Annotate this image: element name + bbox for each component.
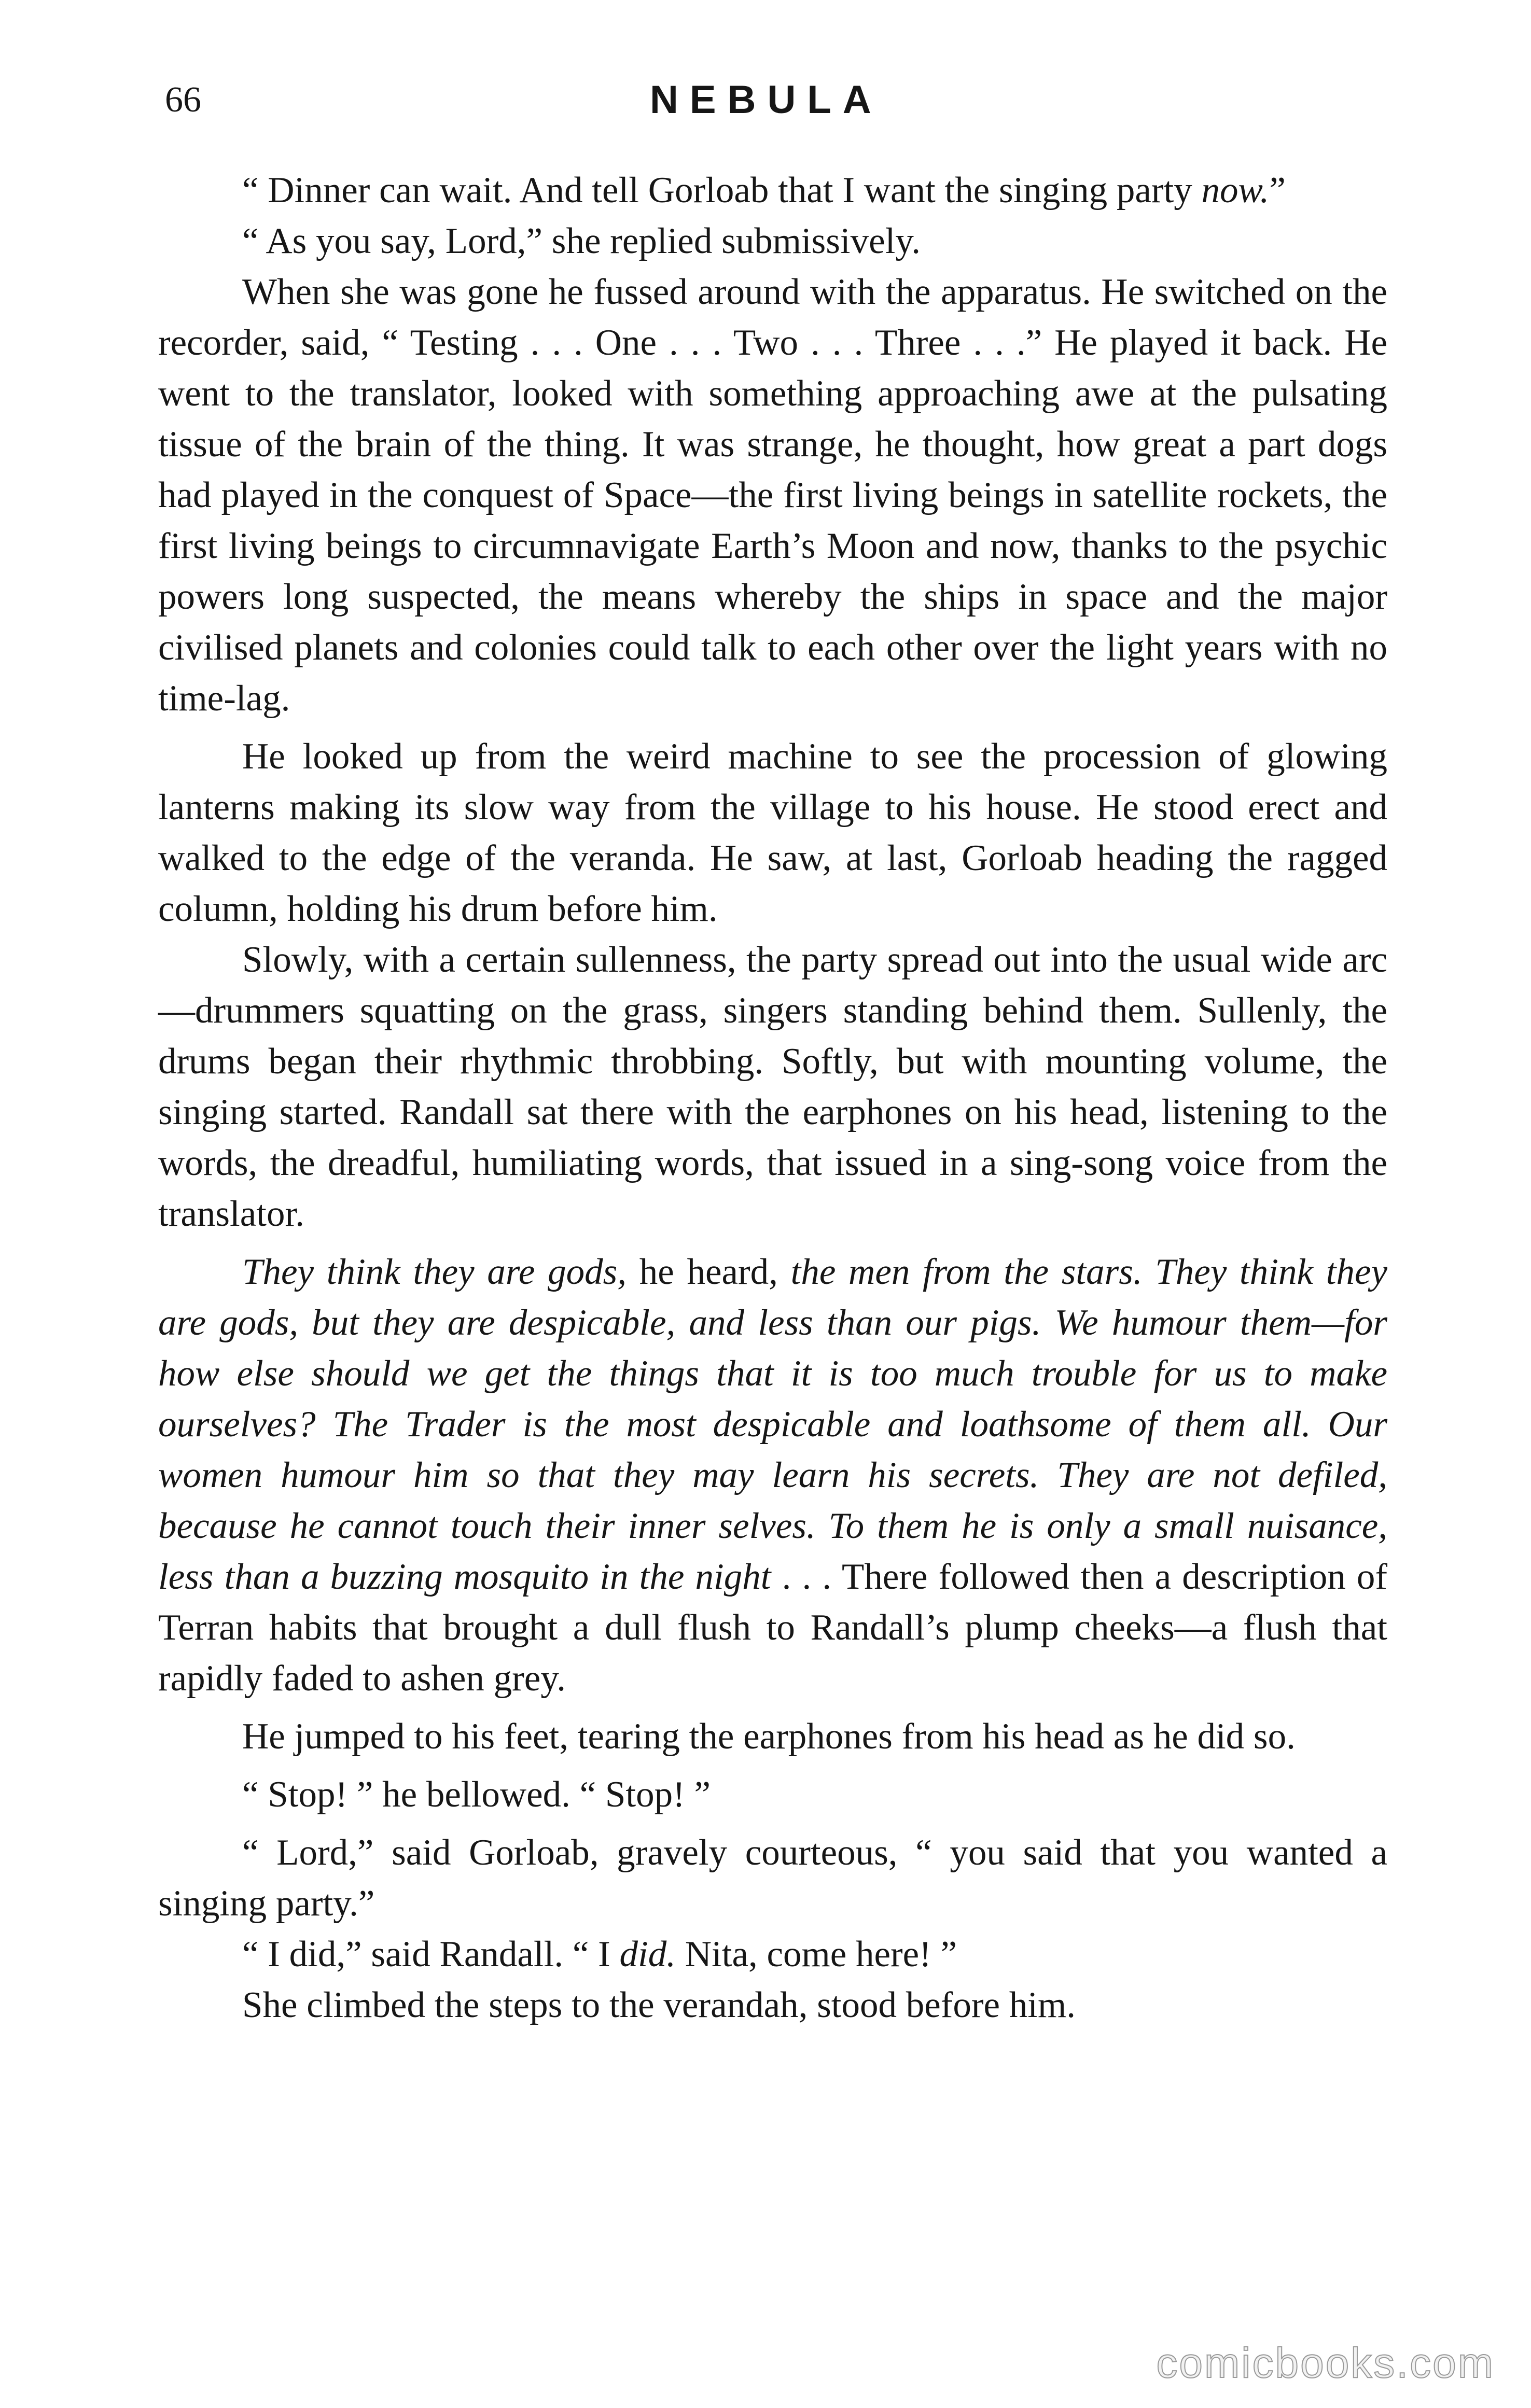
ellipsis: . . . (771, 1557, 832, 1597)
paragraph: “ Lord,” said Gorloab, gravely courteous, “ you said that you wanted a singing party.” (158, 1832, 1387, 1924)
paragraph: “ As you say, Lord,” she replied submissively. (242, 221, 921, 261)
paragraph: He looked up from the weird machine to see the procession of glowing lanterns making its slow way from the village to his house. He stood erect and walked to the edge of the veranda. He saw, at last, Gorloab heading the ragged column, holding his drum before him. (158, 736, 1387, 929)
page-header (165, 72, 1379, 129)
body-text (158, 165, 1387, 2031)
paragraph: Slowly, with a certain sullenness, the party spread out into the usual wide arc—drummers squatting on the grass, singers standing behind them. Sullenly, the drums began their rhythmic throbbing. Softly, but with mounting volume, the singing started. Randall sat there with the earphones on his head, listening to the words, the dreadful, humiliating words, that issued in a sing-song voice from the translator. (158, 940, 1387, 1234)
song-paragraph (158, 1247, 1387, 1704)
emphasis-text: did. (619, 1934, 676, 1975)
dialogue-text: “ I did,” said Randall. “ I (242, 1934, 620, 1975)
paragraph-text: “ Dinner can wait. And tell Gorloab that I want the singing party (242, 170, 1202, 211)
paragraph: He jumped to his feet, tearing the earphones from his head as he did so. (242, 1716, 1296, 1757)
paragraph: She climbed the steps to the verandah, stood before him. (242, 1985, 1076, 2025)
emphasis-text: now. (1201, 170, 1270, 211)
song-lyrics: They think they are gods, (242, 1252, 627, 1292)
paragraph: “ Stop! ” he bellowed. “ Stop! ” (242, 1774, 711, 1815)
narration-text: he heard, (627, 1252, 791, 1292)
paragraph: When she was gone he fussed around with the apparatus. He switched on the recorder, said, “ Testing . . . One . . . Two . . . Three . . .” He played it back. He went to the translator, looked with something approaching awe at the pulsating tissue of the brain of the thing. It was strange, he thought, how great a part dogs had played in the conquest of Space—the first living beings in satellite rockets, the first living beings to circumnavigate Earth’s Moon and now, thanks to the psychic powers long suspected, the means whereby the ships in space and the major civilised planets and colonies could talk to each other over the light years with no time-lag. (158, 272, 1387, 719)
page-number: 66 (165, 80, 201, 120)
watermark: comicbooks.com (1156, 2340, 1495, 2387)
song-lyrics: the men from the stars. They think they are gods, but they are despicable, and less than our pigs. We humour them—for how else should we get the things that it is too much trouble for us to make ourselves? The Trader is the most despicable and loathsome of them all. Our women humour him so that they may learn his secrets. They are not defiled, because he cannot touch their inner selves. To them he is only a small nuisance, less than a buzzing mosquito in the night (158, 1252, 1387, 1597)
paragraph (158, 1929, 1387, 1980)
running-title: NEBULA (650, 78, 883, 122)
closing-quote: ” (1269, 170, 1286, 211)
dialogue-text: Nita, come here! ” (676, 1934, 957, 1975)
narration-text: There followed then a description of Terran habits that brought a dull flush to Randall’s plump cheeks—a flush that rapidly faded to ashen grey. (158, 1557, 1387, 1699)
paragraph (158, 165, 1387, 216)
